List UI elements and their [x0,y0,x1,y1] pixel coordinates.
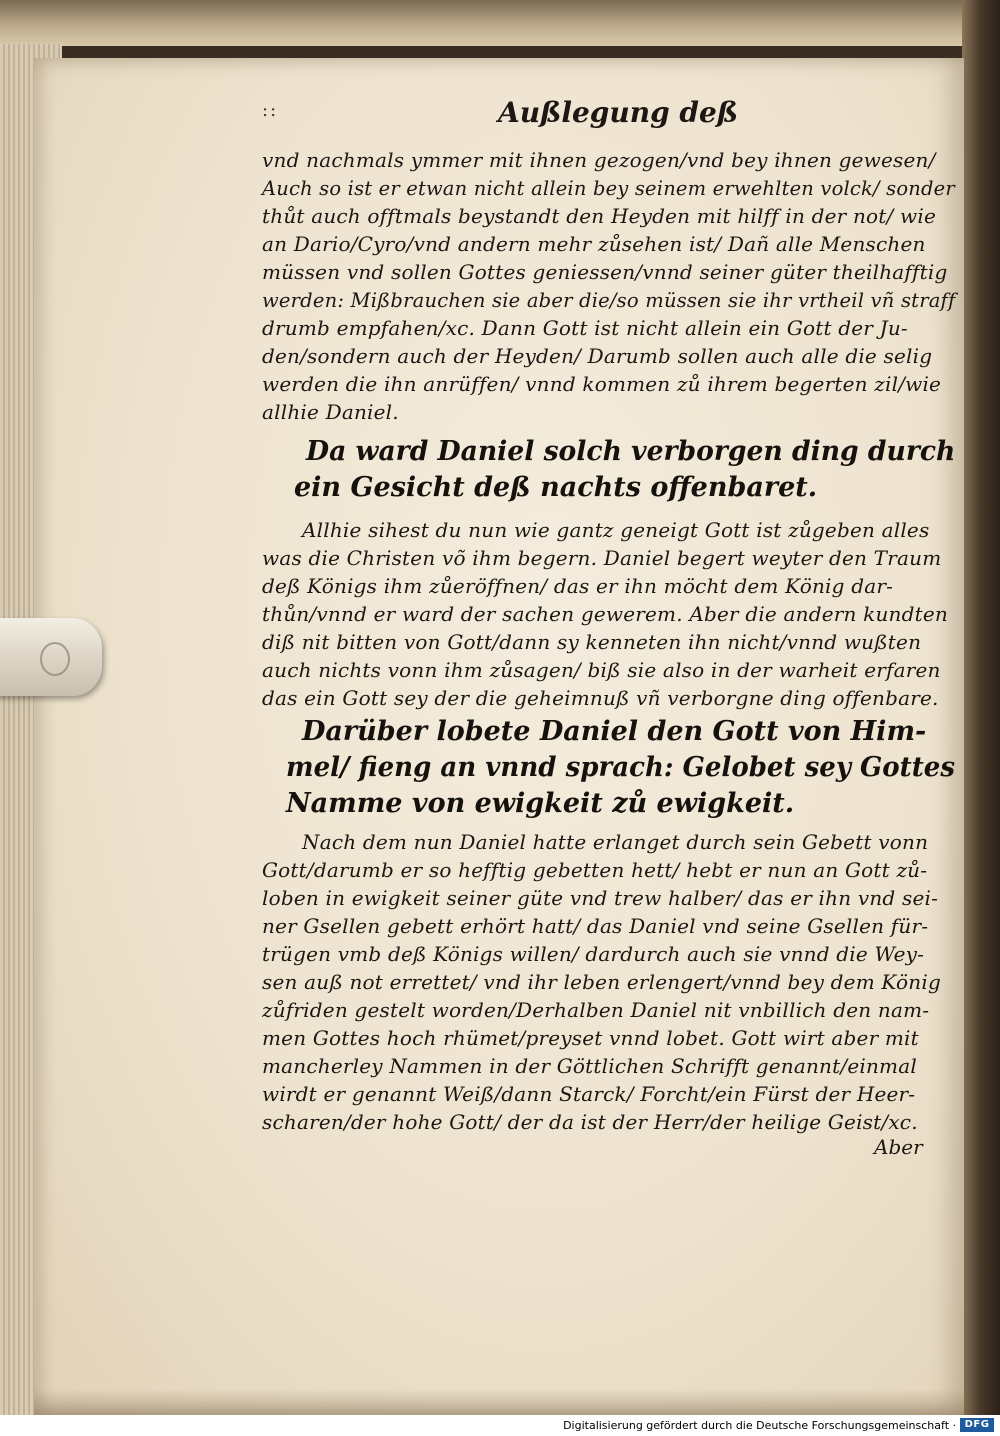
heading-line: Da ward Daniel solch verborgen ding durch [306,436,956,467]
text-line: drumb empfahen/xc. Dann Gott ist nicht allein ein Gott der Ju- [262,316,908,340]
book-spine [962,0,1000,1415]
text-line: Gott/darumb er so hefftig gebetten hett/ hebt er nun an Gott zů- [262,858,928,882]
text-line: Auch so ist er etwan nicht allein bey seinem erwehlten volck/ sonder [262,176,955,200]
heading-line: Darüber lobete Daniel den Gott von Him- [302,716,927,747]
text-line: das ein Gott sey der die geheimnuß vñ verborgne ding offenbare. [262,686,939,710]
funding-credit: Digitalisierung gefördert durch die Deutsche Forschungsgemeinschaft · [563,1419,956,1432]
page-clip-hole [40,642,70,676]
text-line: was die Christen võ ihm begern. Daniel begert weyter den Traum [262,546,942,570]
text-line: wirdt er genannt Weiß/dann Starck/ Forcht/ein Fürst der Heer- [262,1082,916,1106]
text-line: vnd nachmals ymmer mit ihnen gezogen/vnd bey ihnen gewesen/ [262,148,936,172]
heading-line: ein Gesicht deß nachts offenbaret. [294,472,818,503]
text-line: scharen/der hohe Gott/ der da ist der Herr/der heilige Geist/xc. [262,1110,918,1134]
text-line: trügen vmb deß Königs willen/ dardurch auch sie vnnd die Wey- [262,942,925,966]
text-line: allhie Daniel. [262,400,399,424]
text-line: den/sondern auch der Heyden/ Darumb sollen auch alle die selig [262,344,933,368]
heading-line: mel/ fieng an vnnd sprach: Gelobet sey Gottes [286,752,956,783]
running-head: Außlegung deß [498,96,739,129]
dfg-logo: DFG [960,1418,994,1432]
text-line: diß nit bitten von Gott/dann sy kenneten ihn nicht/vnnd wußten [262,630,922,654]
text-line: loben in ewigkeit seiner güte vnd trew halber/ das er ihn vnd sei- [262,886,939,910]
page-bottom-shadow [34,1388,964,1415]
text-line: ner Gsellen gebett erhört hatt/ das Daniel vnd seine Gsellen für- [262,914,929,938]
text-line: mancherley Nammen in der Göttlichen Schrifft genannt/einmal [262,1054,917,1078]
text-line: werden: Mißbrauchen sie aber die/so müssen sie ihr vrtheil vñ straff [262,288,956,312]
text-line: thůn/vnnd er ward der sachen gewerет. Aber die andern kundten [262,602,948,626]
text-line: auch nichts vonn ihm zůsagen/ biß sie also in der warheit erfaren [262,658,941,682]
text-line: thůt auch offtmals beystandt den Heyden mit hilff in der not/ wie [262,204,936,228]
page-folio-mark: :: [262,100,279,121]
text-line: sen auß not errettet/ vnd ihr leben erlengert/vnnd bey dem König [262,970,941,994]
text-line: Nach dem nun Daniel hatte erlanget durch sein Gebett vonn [302,830,929,854]
text-line: an Dario/Cyro/vnd andern mehr zůsehen ist/ Dañ alle Menschen [262,232,926,256]
text-line: Allhie sihest du nun wie gantz geneigt Gott ist zůgeben alles [302,518,930,542]
page-clip [0,618,102,696]
text-line: deß Königs ihm zůeröffnen/ das er ihn möcht dem König dar- [262,574,894,598]
book-top-edge [0,0,1000,46]
text-line: men Gottes hoch rhümet/preyset vnnd lobet. Gott wirt aber mit [262,1026,919,1050]
text-line: zůfriden gestelt worden/Derhalben Daniel nit vnbillich den nam- [262,998,930,1022]
heading-line: Namme von ewigkeit zů ewigkeit. [286,788,795,819]
text-line: werden die ihn anrüffen/ vnnd kommen zů ihrem begerten zil/wie [262,372,942,396]
catchword: Aber [874,1135,923,1159]
text-line: müssen vnd sollen Gottes geniessen/vnnd seiner güter theilhafftig [262,260,948,284]
